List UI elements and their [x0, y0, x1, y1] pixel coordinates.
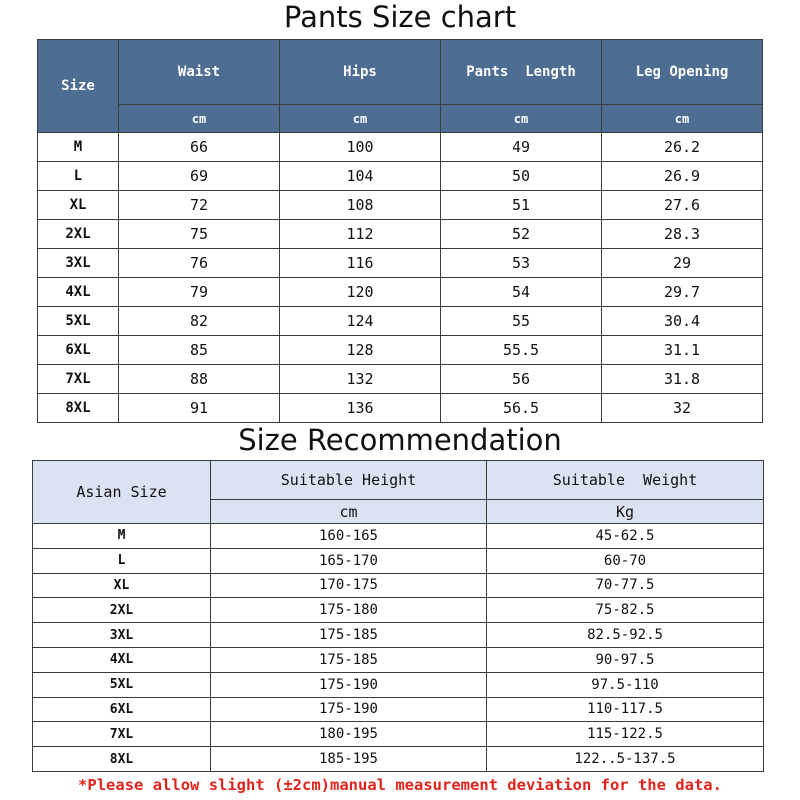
pants-table-row [38, 307, 763, 336]
pants-size-chart-title: Pants Size chart [283, 0, 517, 34]
pants-size-table [37, 39, 763, 423]
suitable-height-header: Suitable Height [211, 461, 487, 500]
size-cell: 4XL [33, 647, 211, 672]
value-cell: 104 [280, 162, 441, 191]
value-cell: 27.6 [602, 191, 763, 220]
recommendation-table-row [33, 598, 764, 623]
value-cell: 75 [119, 220, 280, 249]
recommendation-table-row [33, 623, 764, 648]
size-cell: 6XL [33, 697, 211, 722]
value-cell: 175-185 [211, 623, 487, 648]
value-cell: 32 [602, 394, 763, 423]
value-cell: 29.7 [602, 278, 763, 307]
value-cell: 175-190 [211, 672, 487, 697]
value-cell: 29 [602, 249, 763, 278]
recommendation-table-row [33, 573, 764, 598]
value-cell: 49 [441, 133, 602, 162]
pants-table-row [38, 394, 763, 423]
recommendation-unit-cell: cm [211, 500, 487, 524]
value-cell: 60-70 [487, 548, 764, 573]
value-cell: 110-117.5 [487, 697, 764, 722]
value-cell: 79 [119, 278, 280, 307]
value-cell: 124 [280, 307, 441, 336]
size-cell: L [33, 548, 211, 573]
value-cell: 56 [441, 365, 602, 394]
recommendation-header-row [33, 461, 764, 500]
value-cell: 128 [280, 336, 441, 365]
value-cell: 30.4 [602, 307, 763, 336]
pants-table-row [38, 249, 763, 278]
value-cell: 52 [441, 220, 602, 249]
value-cell: 136 [280, 394, 441, 423]
measurement-deviation-note: *Please allow slight (±2cm)manual measurement deviation for the data. [78, 776, 722, 794]
pants-table-row [38, 162, 763, 191]
value-cell: 120 [280, 278, 441, 307]
pants-unit-cell: cm [280, 105, 441, 133]
size-cell: XL [33, 573, 211, 598]
value-cell: 122..5-137.5 [487, 747, 764, 772]
recommendation-table-row [33, 722, 764, 747]
value-cell: 54 [441, 278, 602, 307]
value-cell: 51 [441, 191, 602, 220]
recommendation-table-row [33, 747, 764, 772]
value-cell: 180-195 [211, 722, 487, 747]
value-cell: 175-185 [211, 647, 487, 672]
value-cell: 185-195 [211, 747, 487, 772]
value-cell: 175-180 [211, 598, 487, 623]
pants-table-row [38, 220, 763, 249]
pants-waist-header: Waist [119, 40, 280, 105]
recommendation-table-row [33, 647, 764, 672]
size-cell: 3XL [33, 623, 211, 648]
value-cell: 26.9 [602, 162, 763, 191]
value-cell: 88 [119, 365, 280, 394]
value-cell: 91 [119, 394, 280, 423]
value-cell: 116 [280, 249, 441, 278]
size-cell: 5XL [38, 307, 119, 336]
value-cell: 132 [280, 365, 441, 394]
size-cell: 7XL [38, 365, 119, 394]
value-cell: 97.5-110 [487, 672, 764, 697]
value-cell: 82 [119, 307, 280, 336]
value-cell: 175-190 [211, 697, 487, 722]
value-cell: 75-82.5 [487, 598, 764, 623]
pants-length-header: Pants Length [441, 40, 602, 105]
pants-unit-cell: cm [119, 105, 280, 133]
pants-unit-cell: cm [441, 105, 602, 133]
pants-leg-opening-header: Leg Opening [602, 40, 763, 105]
value-cell: 90-97.5 [487, 647, 764, 672]
value-cell: 82.5-92.5 [487, 623, 764, 648]
pants-table-row [38, 278, 763, 307]
value-cell: 55.5 [441, 336, 602, 365]
size-cell: 8XL [38, 394, 119, 423]
size-cell: L [38, 162, 119, 191]
value-cell: 66 [119, 133, 280, 162]
size-cell: 4XL [38, 278, 119, 307]
value-cell: 53 [441, 249, 602, 278]
size-cell: 2XL [38, 220, 119, 249]
recommendation-table-row [33, 548, 764, 573]
size-cell: M [38, 133, 119, 162]
recommendation-unit-cell: Kg [487, 500, 764, 524]
pants-unit-row [38, 105, 763, 133]
value-cell: 115-122.5 [487, 722, 764, 747]
size-cell: XL [38, 191, 119, 220]
value-cell: 108 [280, 191, 441, 220]
value-cell: 26.2 [602, 133, 763, 162]
size-cell: 8XL [33, 747, 211, 772]
value-cell: 112 [280, 220, 441, 249]
value-cell: 69 [119, 162, 280, 191]
value-cell: 100 [280, 133, 441, 162]
size-cell: 7XL [33, 722, 211, 747]
pants-table-row [38, 365, 763, 394]
pants-table-row [38, 133, 763, 162]
suitable-weight-header: Suitable Weight [487, 461, 764, 500]
size-cell: 3XL [38, 249, 119, 278]
size-cell: 5XL [33, 672, 211, 697]
value-cell: 85 [119, 336, 280, 365]
size-cell: 2XL [33, 598, 211, 623]
pants-hips-header: Hips [280, 40, 441, 105]
pants-size-header: Size [38, 40, 119, 133]
asian-size-header: Asian Size [33, 461, 211, 524]
pants-unit-cell: cm [602, 105, 763, 133]
recommendation-table-row [33, 697, 764, 722]
recommendation-table-row [33, 672, 764, 697]
value-cell: 170-175 [211, 573, 487, 598]
value-cell: 55 [441, 307, 602, 336]
value-cell: 50 [441, 162, 602, 191]
value-cell: 56.5 [441, 394, 602, 423]
value-cell: 76 [119, 249, 280, 278]
size-recommendation-table [32, 460, 764, 772]
value-cell: 28.3 [602, 220, 763, 249]
value-cell: 45-62.5 [487, 524, 764, 549]
pants-table-row [38, 191, 763, 220]
pants-table-row [38, 336, 763, 365]
size-cell: M [33, 524, 211, 549]
recommendation-table-row [33, 524, 764, 549]
value-cell: 72 [119, 191, 280, 220]
size-recommendation-title: Size Recommendation [238, 423, 562, 457]
value-cell: 31.1 [602, 336, 763, 365]
size-cell: 6XL [38, 336, 119, 365]
value-cell: 31.8 [602, 365, 763, 394]
value-cell: 160-165 [211, 524, 487, 549]
value-cell: 70-77.5 [487, 573, 764, 598]
pants-header-row [38, 40, 763, 105]
value-cell: 165-170 [211, 548, 487, 573]
